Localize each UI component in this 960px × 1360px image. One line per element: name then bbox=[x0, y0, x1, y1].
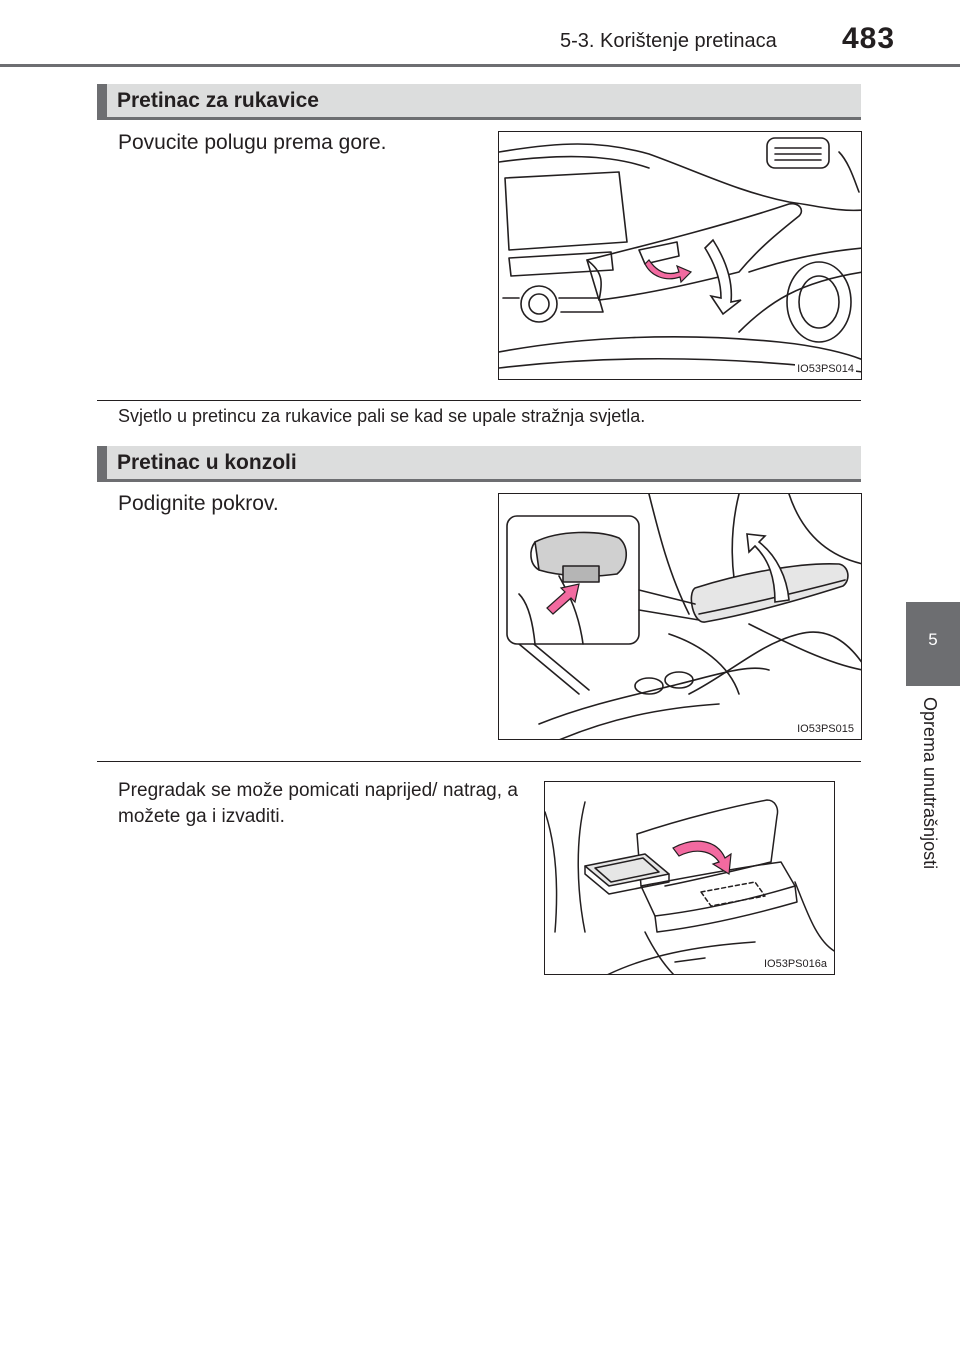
header-rule bbox=[0, 64, 960, 67]
tray-description: Pregradak se može pomicati naprijed/ natrag, a možete ga i izvaditi. bbox=[118, 780, 518, 827]
glovebox-instruction: Povucite polugu prema gore. bbox=[118, 131, 387, 154]
divider-rule bbox=[97, 761, 861, 762]
console-tray-figure bbox=[544, 781, 835, 975]
figure-code: IO53PS015 bbox=[797, 723, 854, 735]
divider-rule bbox=[97, 400, 861, 401]
section-title: Pretinac u konzoli bbox=[117, 451, 297, 474]
glovebox-illustration bbox=[499, 132, 862, 380]
figure-code: IO53PS014 bbox=[797, 363, 854, 375]
section-heading-glovebox bbox=[97, 84, 861, 120]
chapter-tab bbox=[906, 602, 960, 686]
page-number: 483 bbox=[842, 22, 896, 55]
console-lid-illustration bbox=[499, 494, 862, 740]
running-header: 5-3. Korištenje pretinaca bbox=[560, 30, 777, 52]
figure-code: IO53PS016a bbox=[764, 958, 827, 970]
console-lid-figure bbox=[498, 493, 862, 740]
section-heading-console bbox=[97, 446, 861, 482]
chapter-label-text: Oprema unutrašnjosti bbox=[920, 697, 940, 870]
glovebox-figure bbox=[498, 131, 862, 380]
chapter-number: 5 bbox=[928, 630, 938, 649]
console-tray-illustration bbox=[545, 782, 835, 975]
glovebox-light-note: Svjetlo u pretincu za rukavice pali se kad se upale stražnja svjetla. bbox=[118, 406, 646, 426]
section-title: Pretinac za rukavice bbox=[117, 89, 319, 112]
console-instruction: Podignite pokrov. bbox=[118, 492, 279, 515]
